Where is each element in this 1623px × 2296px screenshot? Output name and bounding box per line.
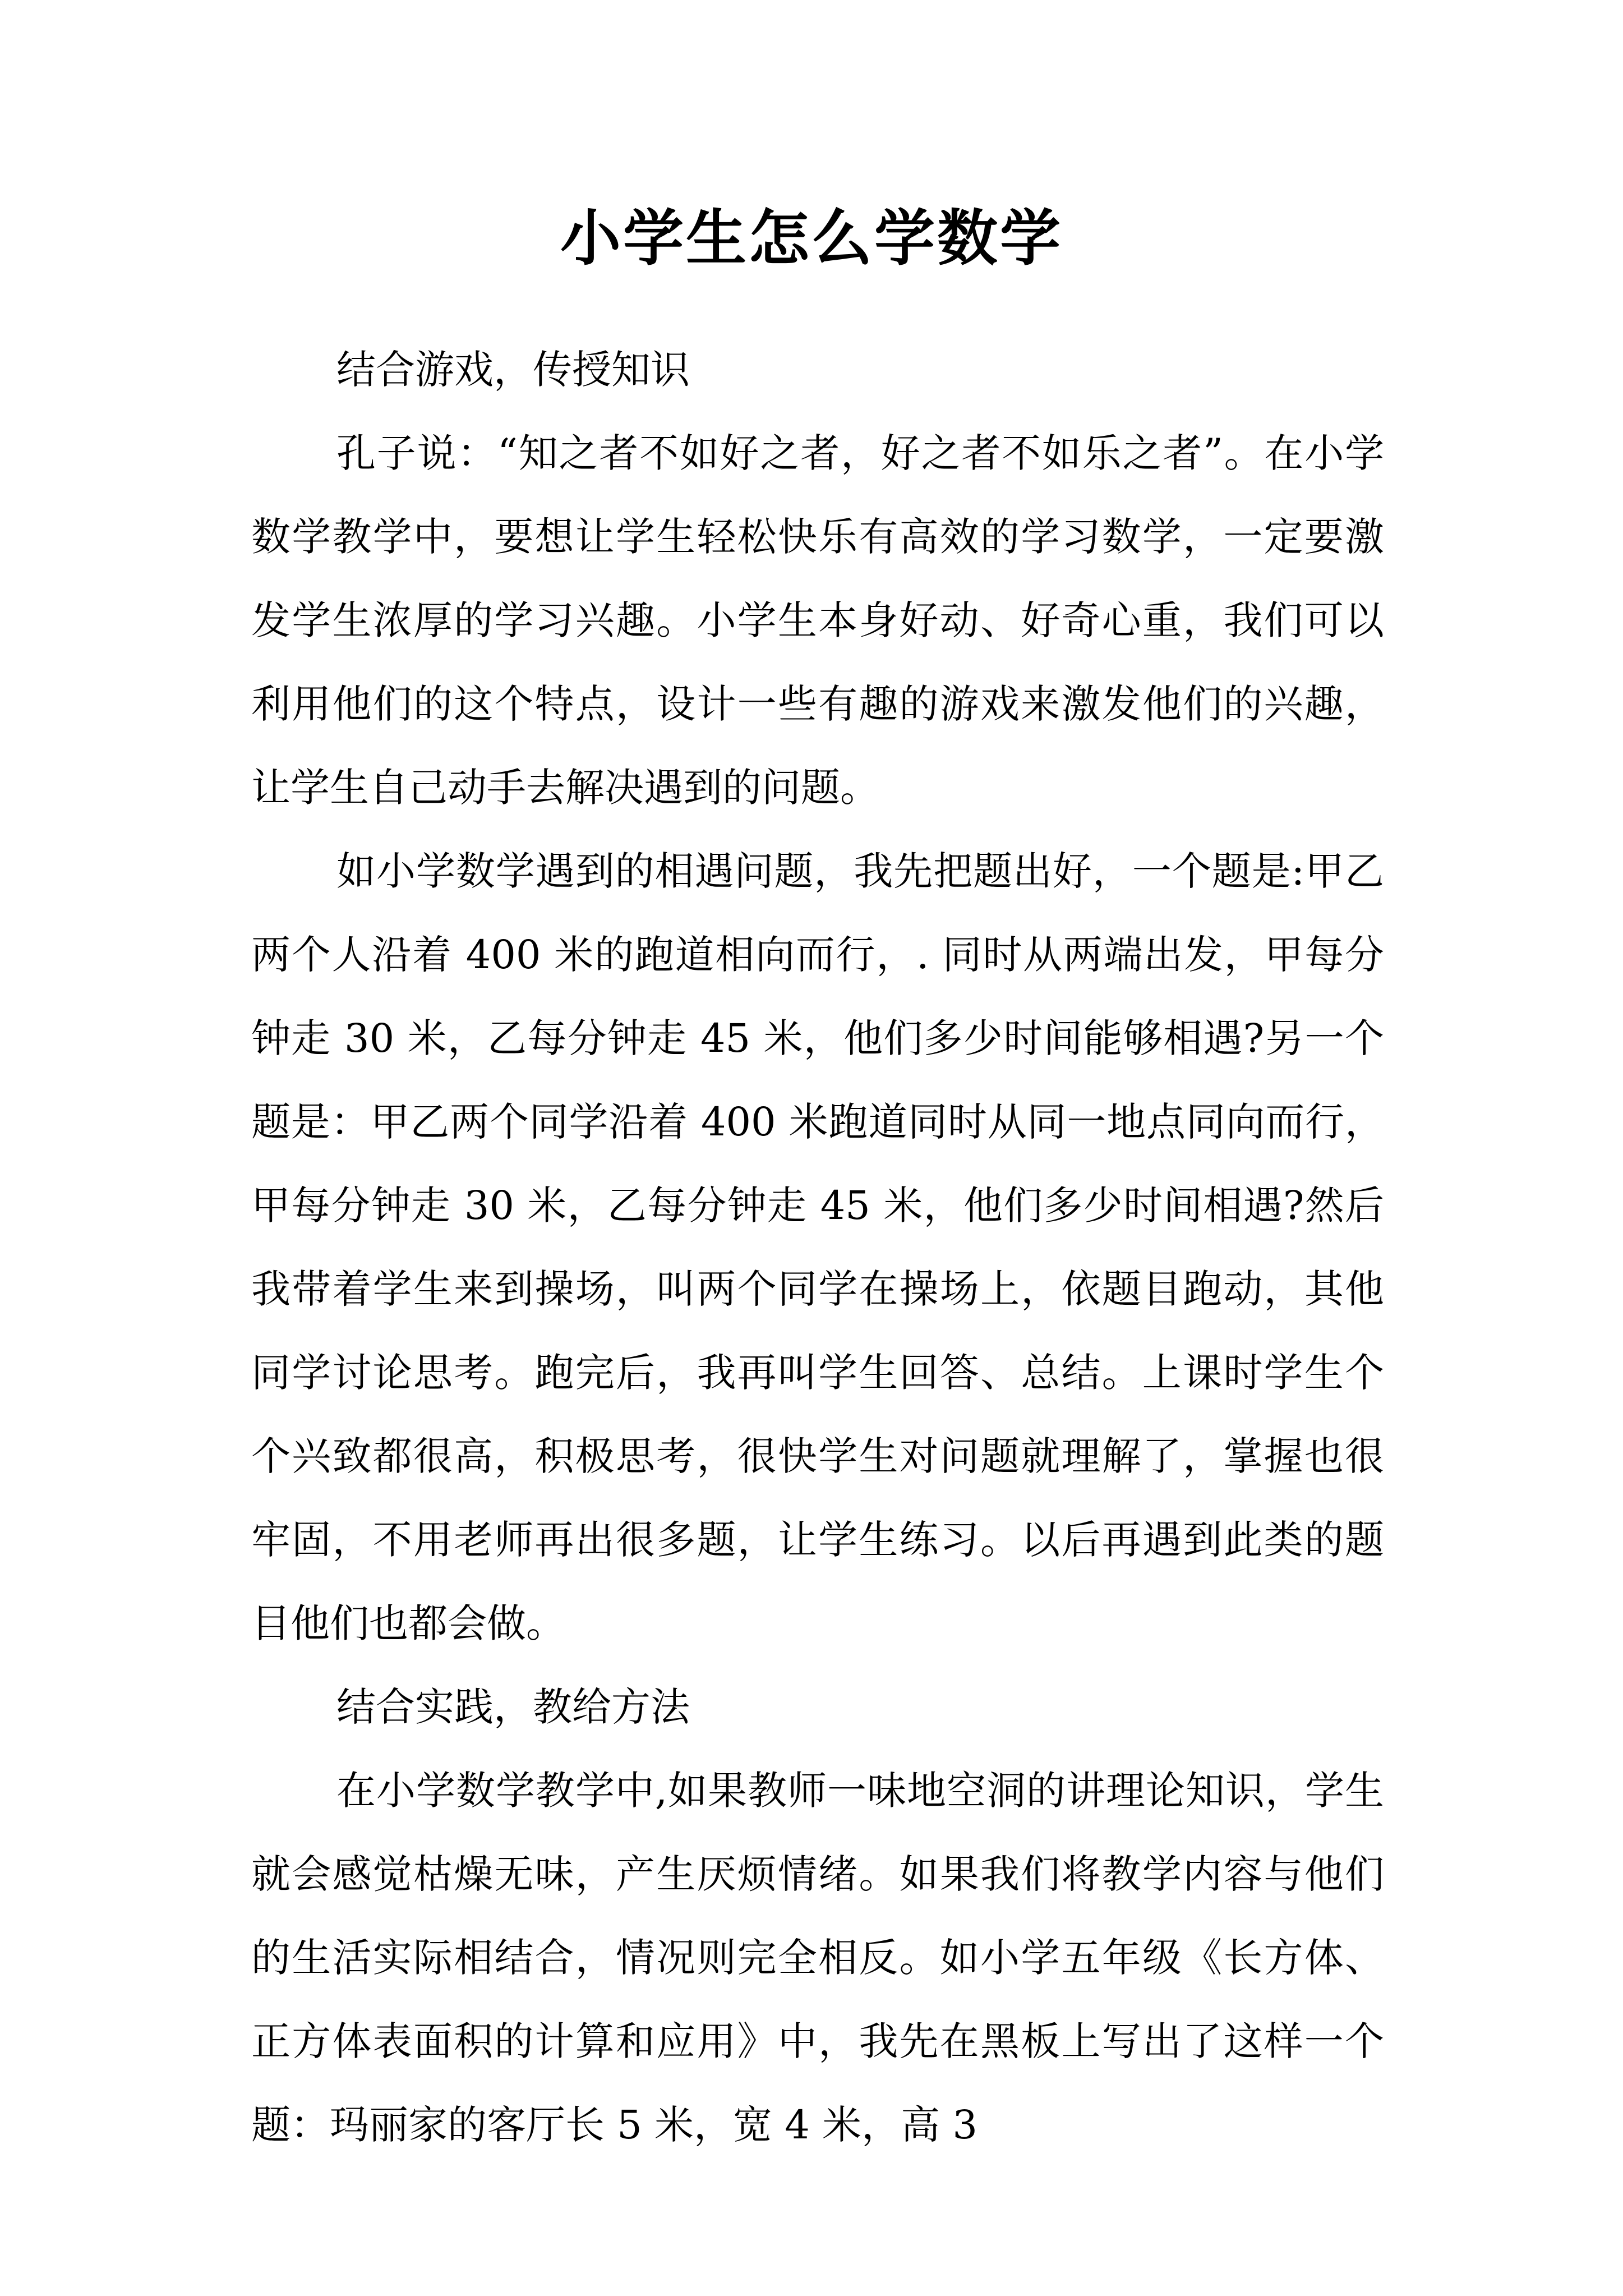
paragraph-confucius: 孔子说：“知之者不如好之者，好之者不如乐之者”。在小学数学教学中，要想让学生轻松快乐有高效的学习数学，一定要激发学生浓厚的学习兴趣。小学生本身好动、好奇心重，我们可以利用他们的这个特点，设计一些有趣的游戏来激发他们的兴趣，让学生自己动手去解决遇到的问题。	[251, 430, 1384, 811]
paragraph-meeting-problem: 如小学数学遇到的相遇问题，我先把题出好，一个题是:甲乙两个人沿着 400 米的跑道相向而行，. 同时从两端出发，甲每分钟走 30 米，乙每分钟走 45 米，他们多少时间能够相遇?另一个题是：甲乙两个同学沿着 400 米跑道同时从同一地点同向而行，甲每分钟走 30 米，乙每分钟走 45 米，他们多少时间相遇?然后我带着学生来到操场，叫两个同学在操场上，依题目跑动，其他同学讨论思考。跑完后，我再叫学生回答、总结。上课时学生个个兴致都很高，积极思考，很快学生对问题就理解了，掌握也很牢固，不用老师再出很多题，让学生练习。以后再遇到此类的题目他们也都会做。	[251, 848, 1384, 1646]
document-body	[251, 328, 1384, 2167]
document-title: 小学生怎么学数学	[560, 203, 1063, 274]
section-heading-games: 结合游戏，传授知识	[336, 347, 690, 393]
section-heading-practice: 结合实践，教给方法	[336, 1684, 690, 1730]
paragraph-practice: 在小学数学教学中,如果教师一味地空洞的讲理论知识，学生就会感觉枯燥无味，产生厌烦情绪。如果我们将教学内容与他们的生活实际相结合，情况则完全相反。如小学五年级《长方体、正方体表面积的计算和应用》中，我先在黑板上写出了这样一个题：玛丽家的客厅长 5 米，宽 4 米，高 3	[251, 1768, 1384, 2148]
